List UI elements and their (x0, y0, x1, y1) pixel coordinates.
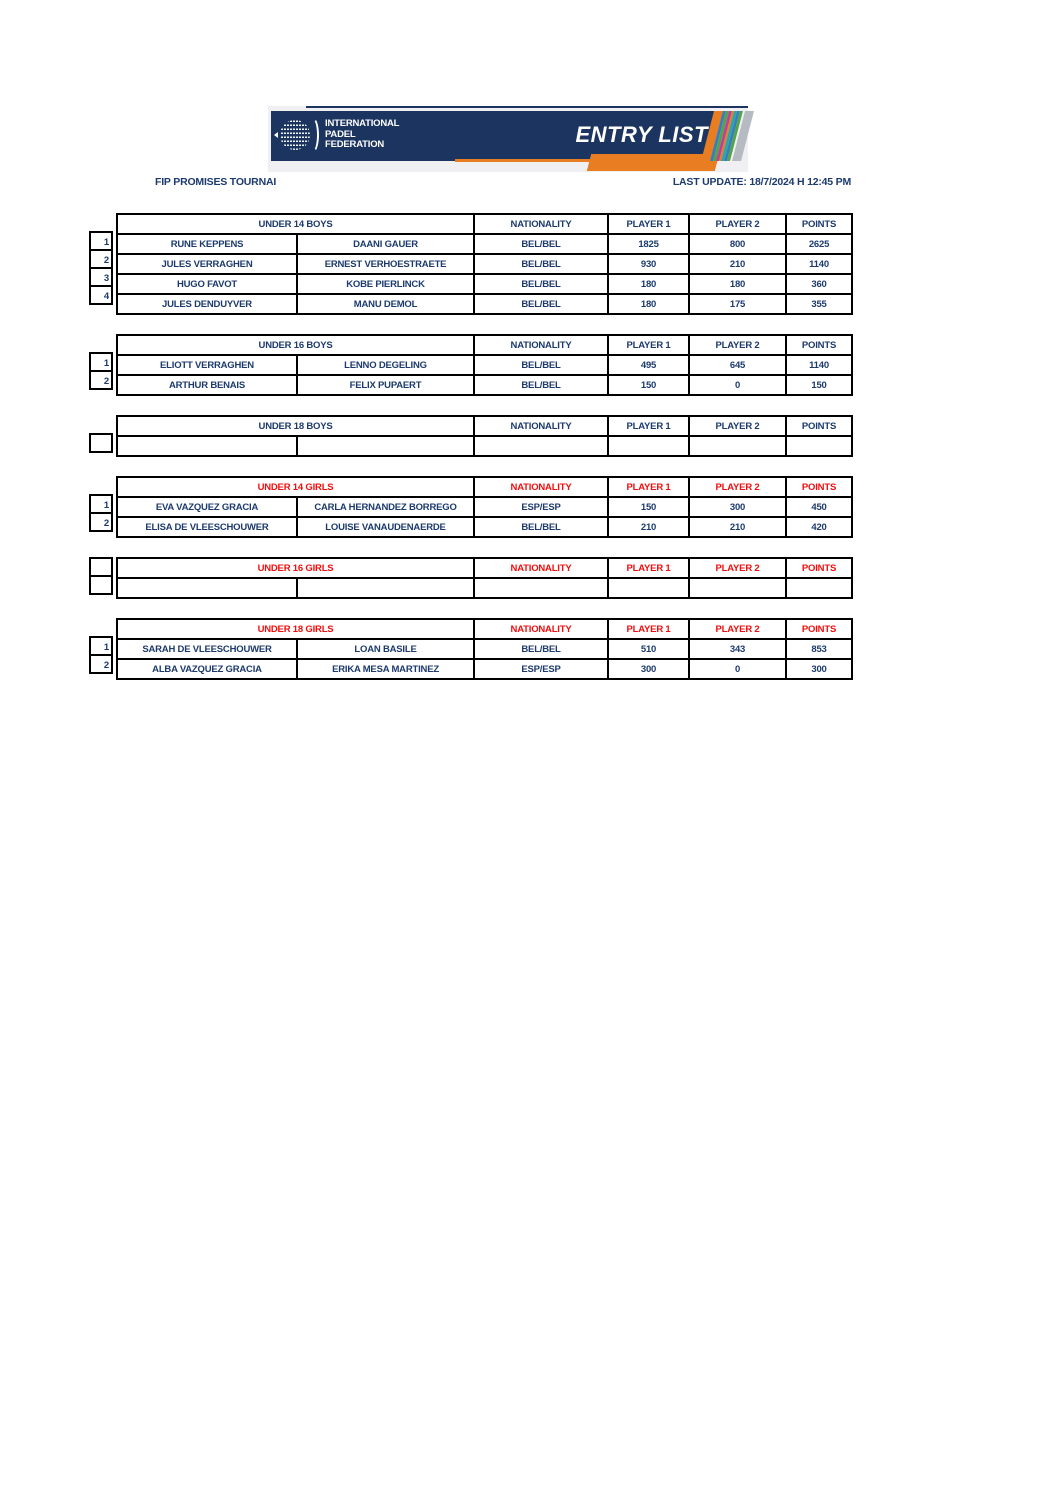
nationality-cell: BEL/BEL (474, 639, 608, 659)
points-cell: 1140 (786, 254, 852, 274)
name1-cell: ELISA DE VLEESCHOUWER (117, 517, 297, 537)
column-header-points: POINTS (786, 416, 852, 436)
name2-cell: ERIKA MESA MARTINEZ (297, 659, 474, 679)
column-header-nationality: NATIONALITY (474, 335, 608, 355)
ipf-logo-text (325, 119, 399, 151)
player1-cell: 510 (608, 639, 689, 659)
nationality-cell: BEL/BEL (474, 355, 608, 375)
entry-list-title: ENTRY LIST (575, 122, 708, 147)
name1-cell: JULES DENDUYVER (117, 294, 297, 314)
chevron-left-icon (274, 132, 278, 138)
player1-cell: 150 (608, 497, 689, 517)
nationality-cell: BEL/BEL (474, 274, 608, 294)
column-header-points: POINTS (786, 335, 852, 355)
entry-table-under-14-girls (89, 476, 854, 538)
table-row (117, 234, 852, 254)
name2-cell (297, 578, 474, 598)
category-title: UNDER 14 GIRLS (117, 477, 474, 497)
table-row (117, 497, 852, 517)
player2-cell: 0 (689, 659, 786, 679)
column-header-player2: PLAYER 2 (689, 619, 786, 639)
entry-grid (116, 415, 853, 457)
player2-cell: 800 (689, 234, 786, 254)
name1-cell: JULES VERRAGHEN (117, 254, 297, 274)
table-row (117, 254, 852, 274)
column-header-points: POINTS (786, 558, 852, 578)
tournament-name: FIP PROMISES TOURNAI (155, 176, 277, 188)
table-row (117, 355, 852, 375)
name2-cell: ERNEST VERHOESTRAETE (297, 254, 474, 274)
entry-table-under-14-boys (89, 213, 854, 315)
column-header-player1: PLAYER 1 (608, 619, 689, 639)
player2-cell: 210 (689, 254, 786, 274)
name2-cell: KOBE PIERLINCK (297, 274, 474, 294)
rank-cell: 2 (89, 249, 113, 269)
rank-cell: 1 (89, 352, 113, 372)
entry-grid (116, 618, 853, 680)
player2-cell (689, 436, 786, 456)
name2-cell (297, 436, 474, 456)
name2-cell: LENNO DEGELING (297, 355, 474, 375)
player2-cell: 175 (689, 294, 786, 314)
rank-cell: 3 (89, 267, 113, 287)
player2-cell: 300 (689, 497, 786, 517)
points-cell: 2625 (786, 234, 852, 254)
rank-cell: 4 (89, 285, 113, 305)
column-header-player1: PLAYER 1 (608, 214, 689, 234)
entry-grid (116, 476, 853, 538)
orange-underline (455, 159, 591, 162)
rank-cell: 2 (89, 512, 113, 532)
name1-cell: ALBA VAZQUEZ GRACIA (117, 659, 297, 679)
column-header-player1: PLAYER 1 (608, 335, 689, 355)
column-header-nationality: NATIONALITY (474, 558, 608, 578)
column-header-player1: PLAYER 1 (608, 558, 689, 578)
entry-table-under-18-girls (89, 618, 854, 680)
orange-swoosh (587, 154, 719, 171)
player1-cell: 150 (608, 375, 689, 395)
rank-cell: 1 (89, 231, 113, 251)
header-banner (268, 106, 748, 172)
table-row (117, 639, 852, 659)
points-cell: 853 (786, 639, 852, 659)
rank-header-spacer (89, 213, 113, 233)
table-row (117, 659, 852, 679)
entry-table-under-18-boys (89, 415, 854, 457)
column-header-player1: PLAYER 1 (608, 477, 689, 497)
table-row (117, 517, 852, 537)
category-title: UNDER 16 GIRLS (117, 558, 474, 578)
player1-cell: 180 (608, 274, 689, 294)
player1-cell (608, 578, 689, 598)
player1-cell: 495 (608, 355, 689, 375)
column-header-points: POINTS (786, 477, 852, 497)
entry-table-under-16-girls (89, 557, 854, 599)
rank-cell: 1 (89, 636, 113, 656)
column-header-player1: PLAYER 1 (608, 416, 689, 436)
nationality-cell: BEL/BEL (474, 517, 608, 537)
name1-cell: ARTHUR BENAIS (117, 375, 297, 395)
name2-cell: MANU DEMOL (297, 294, 474, 314)
rank-column (89, 334, 113, 390)
name1-cell: ELIOTT VERRAGHEN (117, 355, 297, 375)
nationality-cell (474, 436, 608, 456)
rank-header-box (89, 557, 113, 577)
rank-header-spacer (89, 476, 113, 496)
name1-cell: EVA VAZQUEZ GRACIA (117, 497, 297, 517)
entry-grid (116, 557, 853, 599)
rank-column (89, 415, 113, 453)
nationality-cell: BEL/BEL (474, 294, 608, 314)
player1-cell: 210 (608, 517, 689, 537)
logo-line-3: FEDERATION (325, 139, 385, 151)
name2-cell: LOAN BASILE (297, 639, 474, 659)
nationality-cell: BEL/BEL (474, 375, 608, 395)
points-cell (786, 436, 852, 456)
name1-cell: RUNE KEPPENS (117, 234, 297, 254)
points-cell: 360 (786, 274, 852, 294)
player2-cell: 210 (689, 517, 786, 537)
player1-cell (608, 436, 689, 456)
points-cell: 1140 (786, 355, 852, 375)
rank-column (89, 476, 113, 532)
player1-cell: 1825 (608, 234, 689, 254)
player2-cell (689, 578, 786, 598)
logo-line-2: PADEL (325, 128, 356, 140)
padel-ball-icon (280, 120, 310, 150)
nationality-cell: BEL/BEL (474, 254, 608, 274)
player2-cell: 180 (689, 274, 786, 294)
name2-cell: DAANI GAUER (297, 234, 474, 254)
column-header-nationality: NATIONALITY (474, 477, 608, 497)
rank-header-spacer (89, 618, 113, 638)
player1-cell: 180 (608, 294, 689, 314)
column-header-nationality: NATIONALITY (474, 214, 608, 234)
player1-cell: 930 (608, 254, 689, 274)
points-cell (786, 578, 852, 598)
column-header-player2: PLAYER 2 (689, 335, 786, 355)
category-title: UNDER 14 BOYS (117, 214, 474, 234)
rank-header-spacer (89, 334, 113, 354)
table-row (117, 274, 852, 294)
logo-line-1: INTERNATIONAL (325, 118, 400, 130)
table-row (117, 578, 852, 598)
points-cell: 355 (786, 294, 852, 314)
points-cell: 150 (786, 375, 852, 395)
column-header-points: POINTS (786, 214, 852, 234)
name2-cell: CARLA HERNANDEZ BORREGO (297, 497, 474, 517)
column-header-player2: PLAYER 2 (689, 558, 786, 578)
nationality-cell: ESP/ESP (474, 659, 608, 679)
name2-cell: LOUISE VANAUDENAERDE (297, 517, 474, 537)
tables (89, 213, 854, 699)
column-header-player2: PLAYER 2 (689, 214, 786, 234)
rank-cell: 1 (89, 494, 113, 514)
rank-cell: 2 (89, 654, 113, 674)
name1-cell (117, 578, 297, 598)
player2-cell: 645 (689, 355, 786, 375)
entry-grid (116, 213, 853, 315)
points-cell: 300 (786, 659, 852, 679)
entry-grid (116, 334, 853, 396)
player2-cell: 343 (689, 639, 786, 659)
rank-header-spacer (89, 415, 113, 435)
nationality-cell (474, 578, 608, 598)
name1-cell: HUGO FAVOT (117, 274, 297, 294)
category-title: UNDER 16 BOYS (117, 335, 474, 355)
ipf-logo (280, 117, 399, 153)
table-row (117, 294, 852, 314)
rank-cell (89, 433, 113, 453)
nationality-cell: ESP/ESP (474, 497, 608, 517)
player2-cell: 0 (689, 375, 786, 395)
name1-cell (117, 436, 297, 456)
player1-cell: 300 (608, 659, 689, 679)
name1-cell: SARAH DE VLEESCHOUWER (117, 639, 297, 659)
last-update-label: LAST UPDATE: 18/7/2024 H 12:45 PM (672, 176, 851, 188)
category-title: UNDER 18 BOYS (117, 416, 474, 436)
category-title: UNDER 18 GIRLS (117, 619, 474, 639)
table-row (117, 375, 852, 395)
points-cell: 420 (786, 517, 852, 537)
points-cell: 450 (786, 497, 852, 517)
entry-table-under-16-boys (89, 334, 854, 396)
rank-column (89, 557, 113, 595)
column-header-player2: PLAYER 2 (689, 416, 786, 436)
rank-column (89, 213, 113, 305)
rank-column (89, 618, 113, 674)
column-header-nationality: NATIONALITY (474, 619, 608, 639)
rank-cell (89, 575, 113, 595)
nationality-cell: BEL/BEL (474, 234, 608, 254)
column-header-nationality: NATIONALITY (474, 416, 608, 436)
name2-cell: FELIX PUPAERT (297, 375, 474, 395)
table-row (117, 436, 852, 456)
column-header-points: POINTS (786, 619, 852, 639)
rank-cell: 2 (89, 370, 113, 390)
banner-top-line (306, 106, 748, 108)
column-header-player2: PLAYER 2 (689, 477, 786, 497)
